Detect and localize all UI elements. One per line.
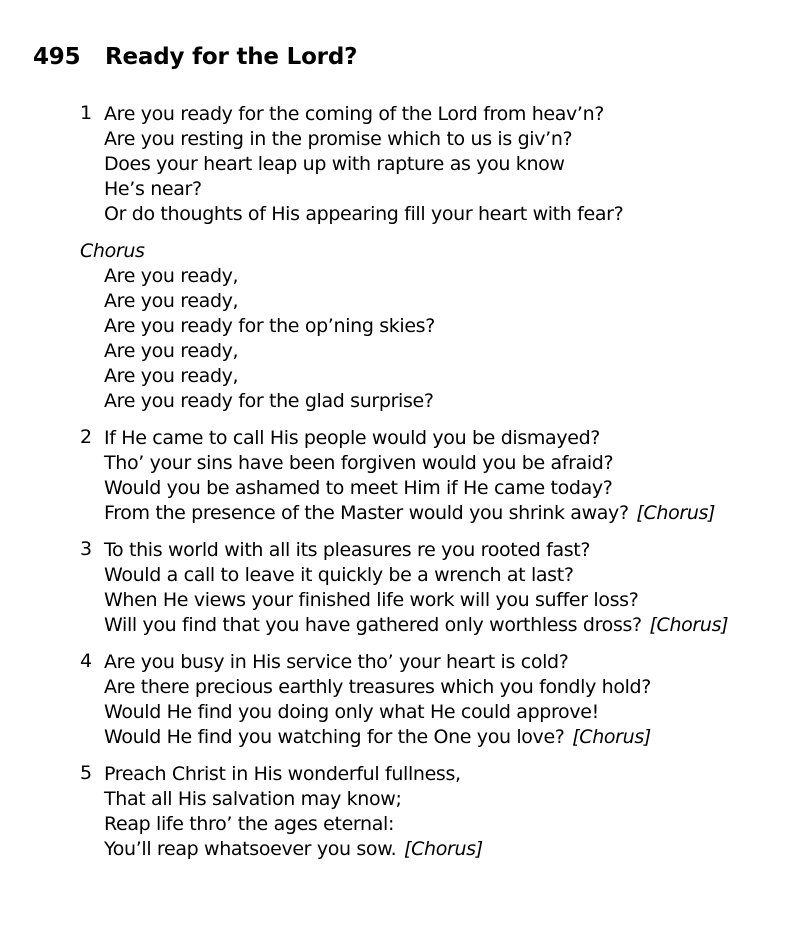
hymn-number: 495 (33, 44, 81, 70)
verse-line-text: Would He find you watching for the One you love? (104, 726, 565, 748)
verse-line: Would a call to leave it quickly be a wrench at last? (104, 564, 574, 586)
verse-number: 4 (80, 650, 92, 672)
verse-line-text: Will you find that you have gathered only worthless dross? (104, 614, 642, 636)
verse-line: Are you ready for the coming of the Lord from heav’n? (104, 103, 605, 125)
hymn-header (33, 44, 357, 70)
verse-2 (80, 426, 790, 526)
verse-line-text: From the presence of the Master would you shrink away? (104, 502, 629, 524)
chorus-line: Are you ready for the op’ning skies? (104, 315, 435, 337)
verse-line: Would you be ashamed to meet Him if He came today? (104, 477, 613, 499)
verse-line (104, 501, 790, 526)
verse-line: Preach Christ in His wonderful fullness, (104, 763, 461, 785)
verse-line-text: You’ll reap whatsoever you sow. (104, 838, 397, 860)
chorus-line: Are you ready, (104, 290, 239, 312)
verse-line: Are there precious earthly treasures which you fondly hold? (104, 676, 651, 698)
verse-line: He’s near? (104, 178, 202, 200)
verse-line: Are you busy in His service tho’ your heart is cold? (104, 651, 569, 673)
chorus-line: Are you ready, (104, 340, 239, 362)
verse-5 (80, 762, 790, 862)
hymn-title: Ready for the Lord? (105, 44, 358, 70)
verse-line: Or do thoughts of His appearing fill your heart with fear? (104, 203, 624, 225)
chorus-reference: [Chorus] (404, 838, 483, 860)
chorus-reference: [Chorus] (636, 502, 716, 524)
chorus-label: Chorus (80, 240, 145, 262)
verse-line: Tho’ your sins have been forgiven would you be afraid? (104, 452, 614, 474)
verse-line: To this world with all its pleasures re you rooted fast? (104, 539, 591, 561)
hymn-body (80, 102, 790, 874)
verse-line: When He views your finished life work will you suffer loss? (104, 589, 639, 611)
chorus (80, 239, 790, 414)
verse-3 (80, 538, 790, 638)
verse-1 (80, 102, 790, 227)
verse-line (104, 613, 790, 638)
chorus-line: Are you ready, (104, 365, 239, 387)
verse-number: 5 (80, 762, 92, 784)
chorus-line: Are you ready for the glad surprise? (104, 390, 434, 412)
verse-line: Does your heart leap up with rapture as you know (104, 153, 565, 175)
verse-line: Are you resting in the promise which to us is giv’n? (104, 128, 573, 150)
verse-line (104, 837, 790, 862)
verse-line (104, 725, 790, 750)
verse-number: 2 (80, 426, 92, 448)
chorus-line: Are you ready, (104, 265, 239, 287)
verse-number: 3 (80, 538, 92, 560)
verse-number: 1 (80, 102, 92, 124)
verse-line: Would He find you doing only what He could approve! (104, 701, 599, 723)
verse-line: That all His salvation may know; (104, 788, 402, 810)
verse-line: If He came to call His people would you be dismayed? (104, 427, 601, 449)
verse-4 (80, 650, 790, 750)
chorus-reference: [Chorus] (572, 726, 651, 748)
verse-line: Reap life thro’ the ages eternal: (104, 813, 395, 835)
chorus-reference: [Chorus] (649, 614, 729, 636)
